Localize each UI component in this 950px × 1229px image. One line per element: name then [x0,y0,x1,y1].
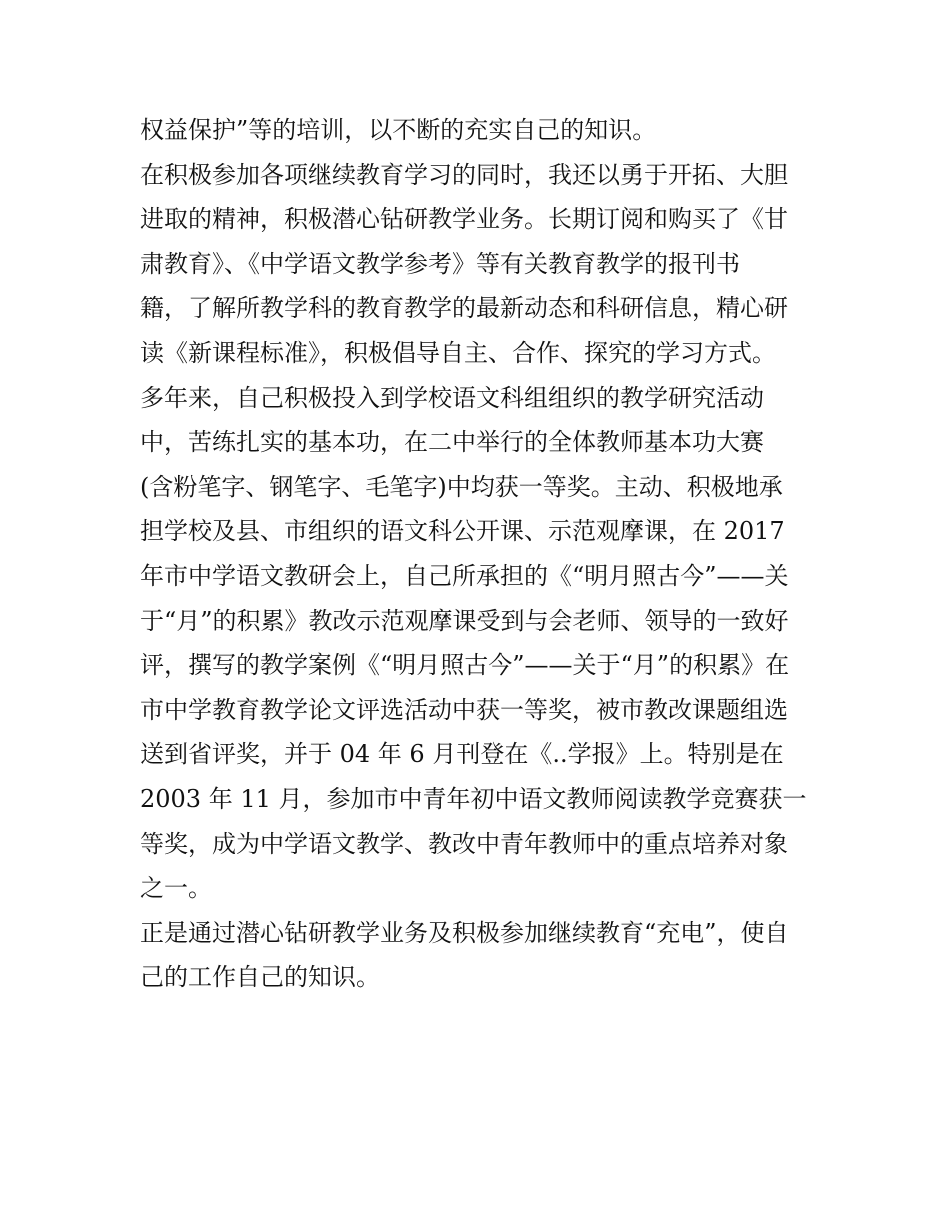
text-line: 进取的精神，积极潜心钻研教学业务。长期订阅和购买了《甘 [140,205,788,234]
text-line: 在积极参加各项继续教育学习的同时，我还以勇于开拓、大胆 [140,160,788,189]
text-line: 多年来，自己积极投入到学校语文科组组织的教学研究活动 [140,383,764,412]
text-line: 年市中学语文教研会上，自己所承担的《“明月照古今”——关 [140,561,789,590]
document-body [140,108,820,1000]
text-line: 2003 年 11 月，参加市中青年初中语文教师阅读教学竞赛获一 [140,784,807,813]
text-line: 担学校及县、市组织的语文科公开课、示范观摩课，在 2017 [140,517,785,546]
text-line: 读《新课程标准》，积极倡导自主、合作、探究的学习方式。 [140,338,776,367]
text-line: 市中学教育教学论文评选活动中获一等奖，被市教改课题组选 [140,695,788,724]
text-line: (含粉笔字、钢笔字、毛笔字)中均获一等奖。主动、积极地承 [140,472,783,501]
text-line: 等奖，成为中学语文教学、教改中青年教师中的重点培养对象 [140,829,788,858]
text-line: 之一。 [140,874,212,903]
text-line: 送到省评奖，并于 04 年 6 月刊登在《..学报》上。特别是在 [140,740,784,769]
text-line: 正是通过潜心钻研教学业务及积极参加继续教育“充电”，使自 [140,918,789,947]
text-line: 中，苦练扎实的基本功，在二中举行的全体教师基本功大赛 [140,428,764,457]
text-line: 于“月”的积累》教改示范观摩课受到与会老师、领导的一致好 [140,606,789,635]
text-line: 评，撰写的教学案例《“明月照古今”——关于“月”的积累》在 [140,651,790,680]
text-line: 籍，了解所教学科的教育教学的最新动态和科研信息，精心研 [140,294,788,323]
text-line: 肃教育》、《中学语文教学参考》等有关教育教学的报刊书 [140,249,740,278]
text-line: 己的工作自己的知识。 [140,963,380,992]
text-line: 权益保护”等的培训，以不断的充实自己的知识。 [140,116,657,144]
